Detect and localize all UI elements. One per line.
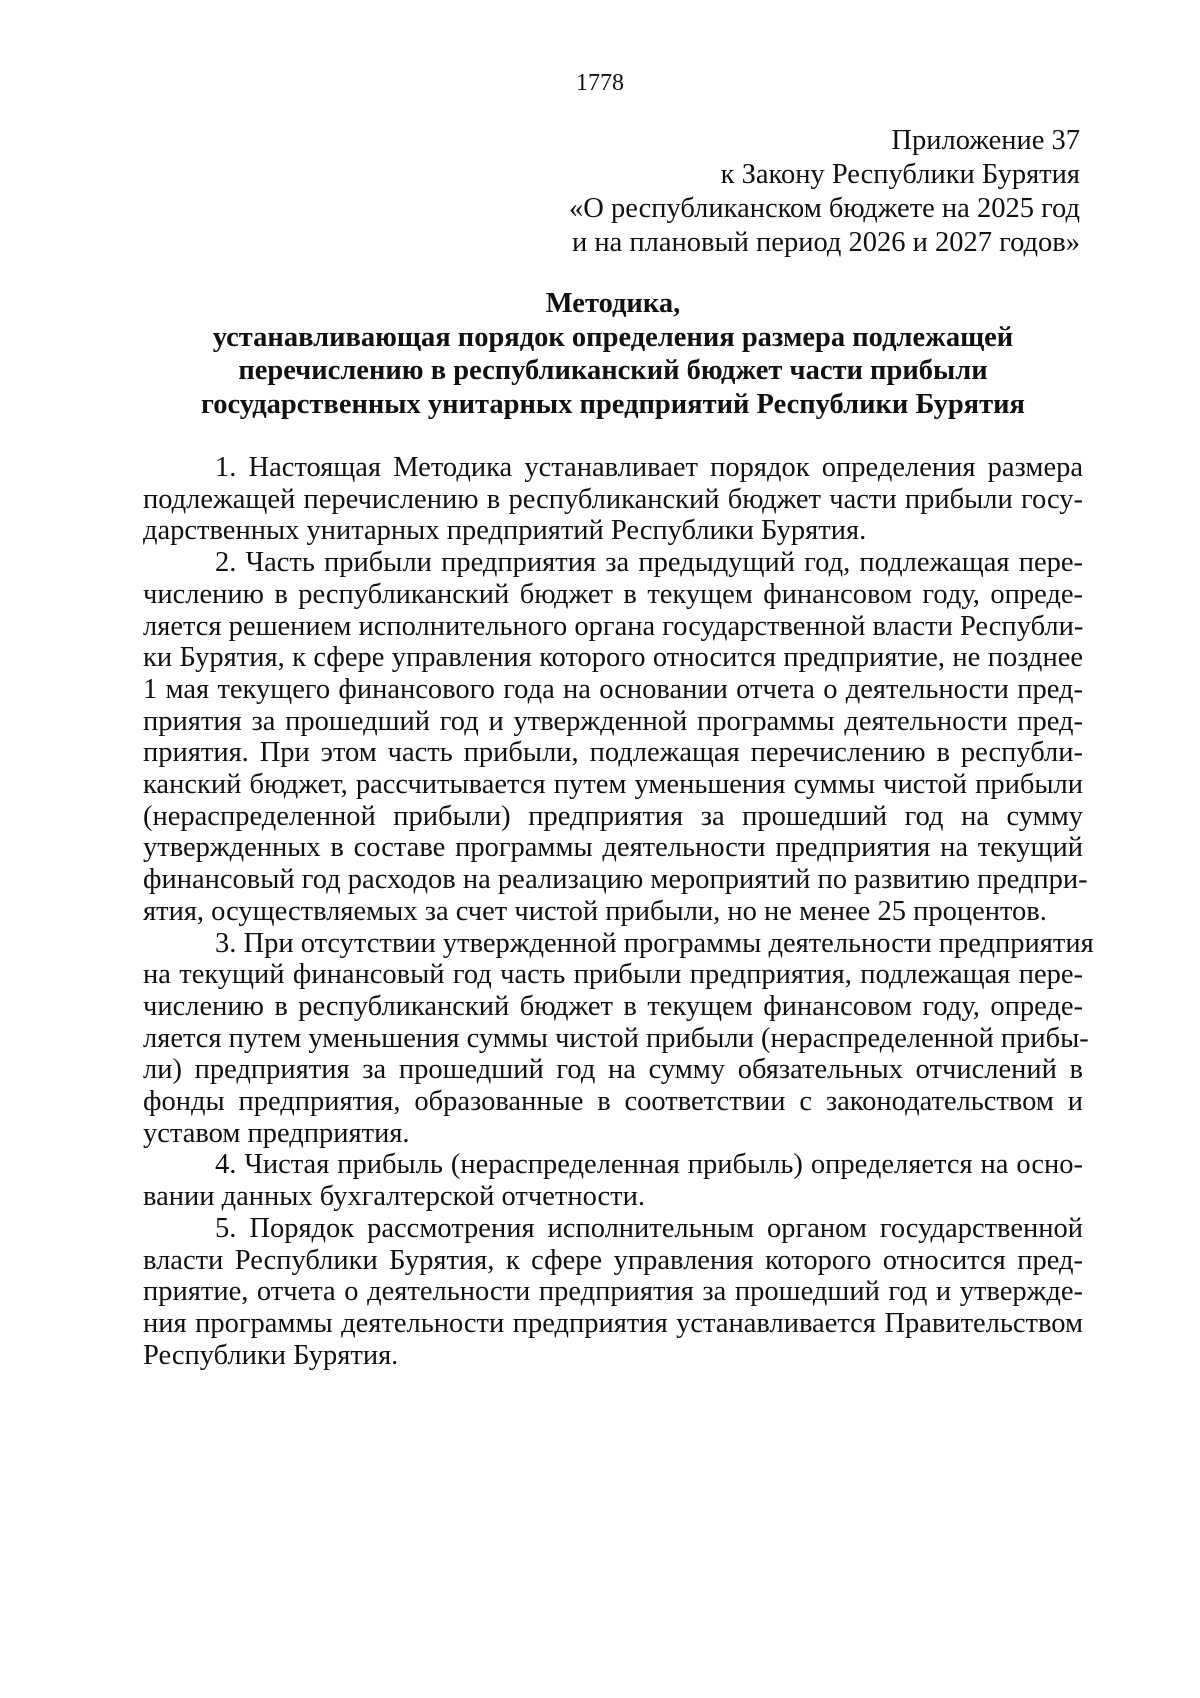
text-line: 2. Часть прибыли предприятия за предыдущий год, подлежащая пере-: [215, 547, 1083, 579]
text-line: 1 мая текущего финансового года на основании отчета о деятельности пред-: [143, 673, 1083, 705]
text-line: на текущий финансовый год часть прибыли предприятия, подлежащая пере-: [143, 959, 1083, 991]
text-line: приятия. При этом часть прибыли, подлежащая перечислению в республи-: [143, 737, 1083, 769]
paragraph-3: [143, 927, 1094, 1150]
text-line: дарственных унитарных предприятий Республики Бурятия.: [143, 515, 867, 547]
text-line: ния программы деятельности предприятия устанавливается Правительством: [143, 1307, 1083, 1339]
text-line: 3. При отсутствии утвержденной программы деятельности предприятия: [215, 927, 1094, 959]
title-line: устанавливающая порядок определения размера подлежащей: [212, 321, 1014, 353]
text-line: фонды предприятия, образованные в соответствии с законодательством и: [143, 1086, 1083, 1118]
text-line: приятия за прошедший год и утвержденной программы деятельности пред-: [143, 705, 1083, 737]
text-line: подлежащей перечислению в республиканский бюджет части прибыли госу-: [143, 483, 1083, 515]
paragraph-2: [143, 547, 1088, 927]
text-line: числению в республиканский бюджет в текущем финансовом году, опреде-: [143, 578, 1083, 610]
text-line: числению в республиканский бюджет в текущем финансовом году, опреде-: [143, 990, 1083, 1022]
text-line: ли) предприятия за прошедший год на сумму обязательных отчислений в: [143, 1054, 1083, 1086]
text-line: вании данных бухгалтерской отчетности.: [143, 1181, 646, 1213]
text-line: ляется решением исполнительного органа государственной власти Республи-: [143, 610, 1084, 642]
text-line: (нераспределенной прибыли) предприятия за прошедший год на сумму: [143, 800, 1083, 832]
text-line: финансовый год расходов на реализацию мероприятий по развитию предпри-: [143, 864, 1088, 896]
title-line: государственных унитарных предприятий Республики Бурятия: [201, 388, 1025, 420]
text-line: власти Республики Бурятия, к сфере управления которого относится пред-: [143, 1244, 1083, 1276]
text-line: 5. Порядок рассмотрения исполнительным органом государственной: [215, 1212, 1083, 1244]
page-number: 1778: [576, 70, 624, 96]
title-line: перечислению в республиканский бюджет части прибыли: [238, 355, 988, 386]
document-body: [143, 452, 1094, 1371]
text-line: канский бюджет, рассчитывается путем уменьшения суммы чистой прибыли: [143, 769, 1083, 801]
text-line: ятия, осуществляемых за счет чистой прибыли, но не менее 25 процентов.: [143, 895, 1047, 927]
annex-line: к Закону Республики Бурятия: [720, 159, 1080, 190]
annex-line: и на плановый период 2026 и 2027 годов»: [572, 227, 1080, 258]
text-line: Республики Бурятия.: [143, 1339, 399, 1371]
text-line: уставом предприятия.: [143, 1117, 410, 1149]
title-line: Методика,: [545, 288, 681, 319]
paragraph-5: [143, 1213, 1083, 1372]
text-line: ки Бурятия, к сфере управления которого относится предприятие, не позднее: [143, 642, 1083, 674]
text-line: 1. Настоящая Методика устанавливает порядок определения размера: [215, 452, 1083, 483]
text-line: 4. Чистая прибыль (нераспределенная прибыль) определяется на осно-: [215, 1149, 1083, 1181]
text-line: приятие, отчета о деятельности предприятия за прошедший год и утвержде-: [143, 1276, 1083, 1308]
text-line: ляется путем уменьшения суммы чистой прибыли (нераспределенной прибы-: [143, 1022, 1089, 1054]
annex-line: Приложение 37: [891, 125, 1080, 156]
text-line: утвержденных в составе программы деятельности предприятия на текущий: [143, 832, 1083, 864]
paragraph-4: [143, 1149, 1083, 1212]
document-title: [143, 287, 1083, 421]
annex-header: [569, 124, 1080, 260]
annex-line: «О республиканском бюджете на 2025 год: [569, 193, 1080, 224]
paragraph-1: [143, 452, 1083, 547]
